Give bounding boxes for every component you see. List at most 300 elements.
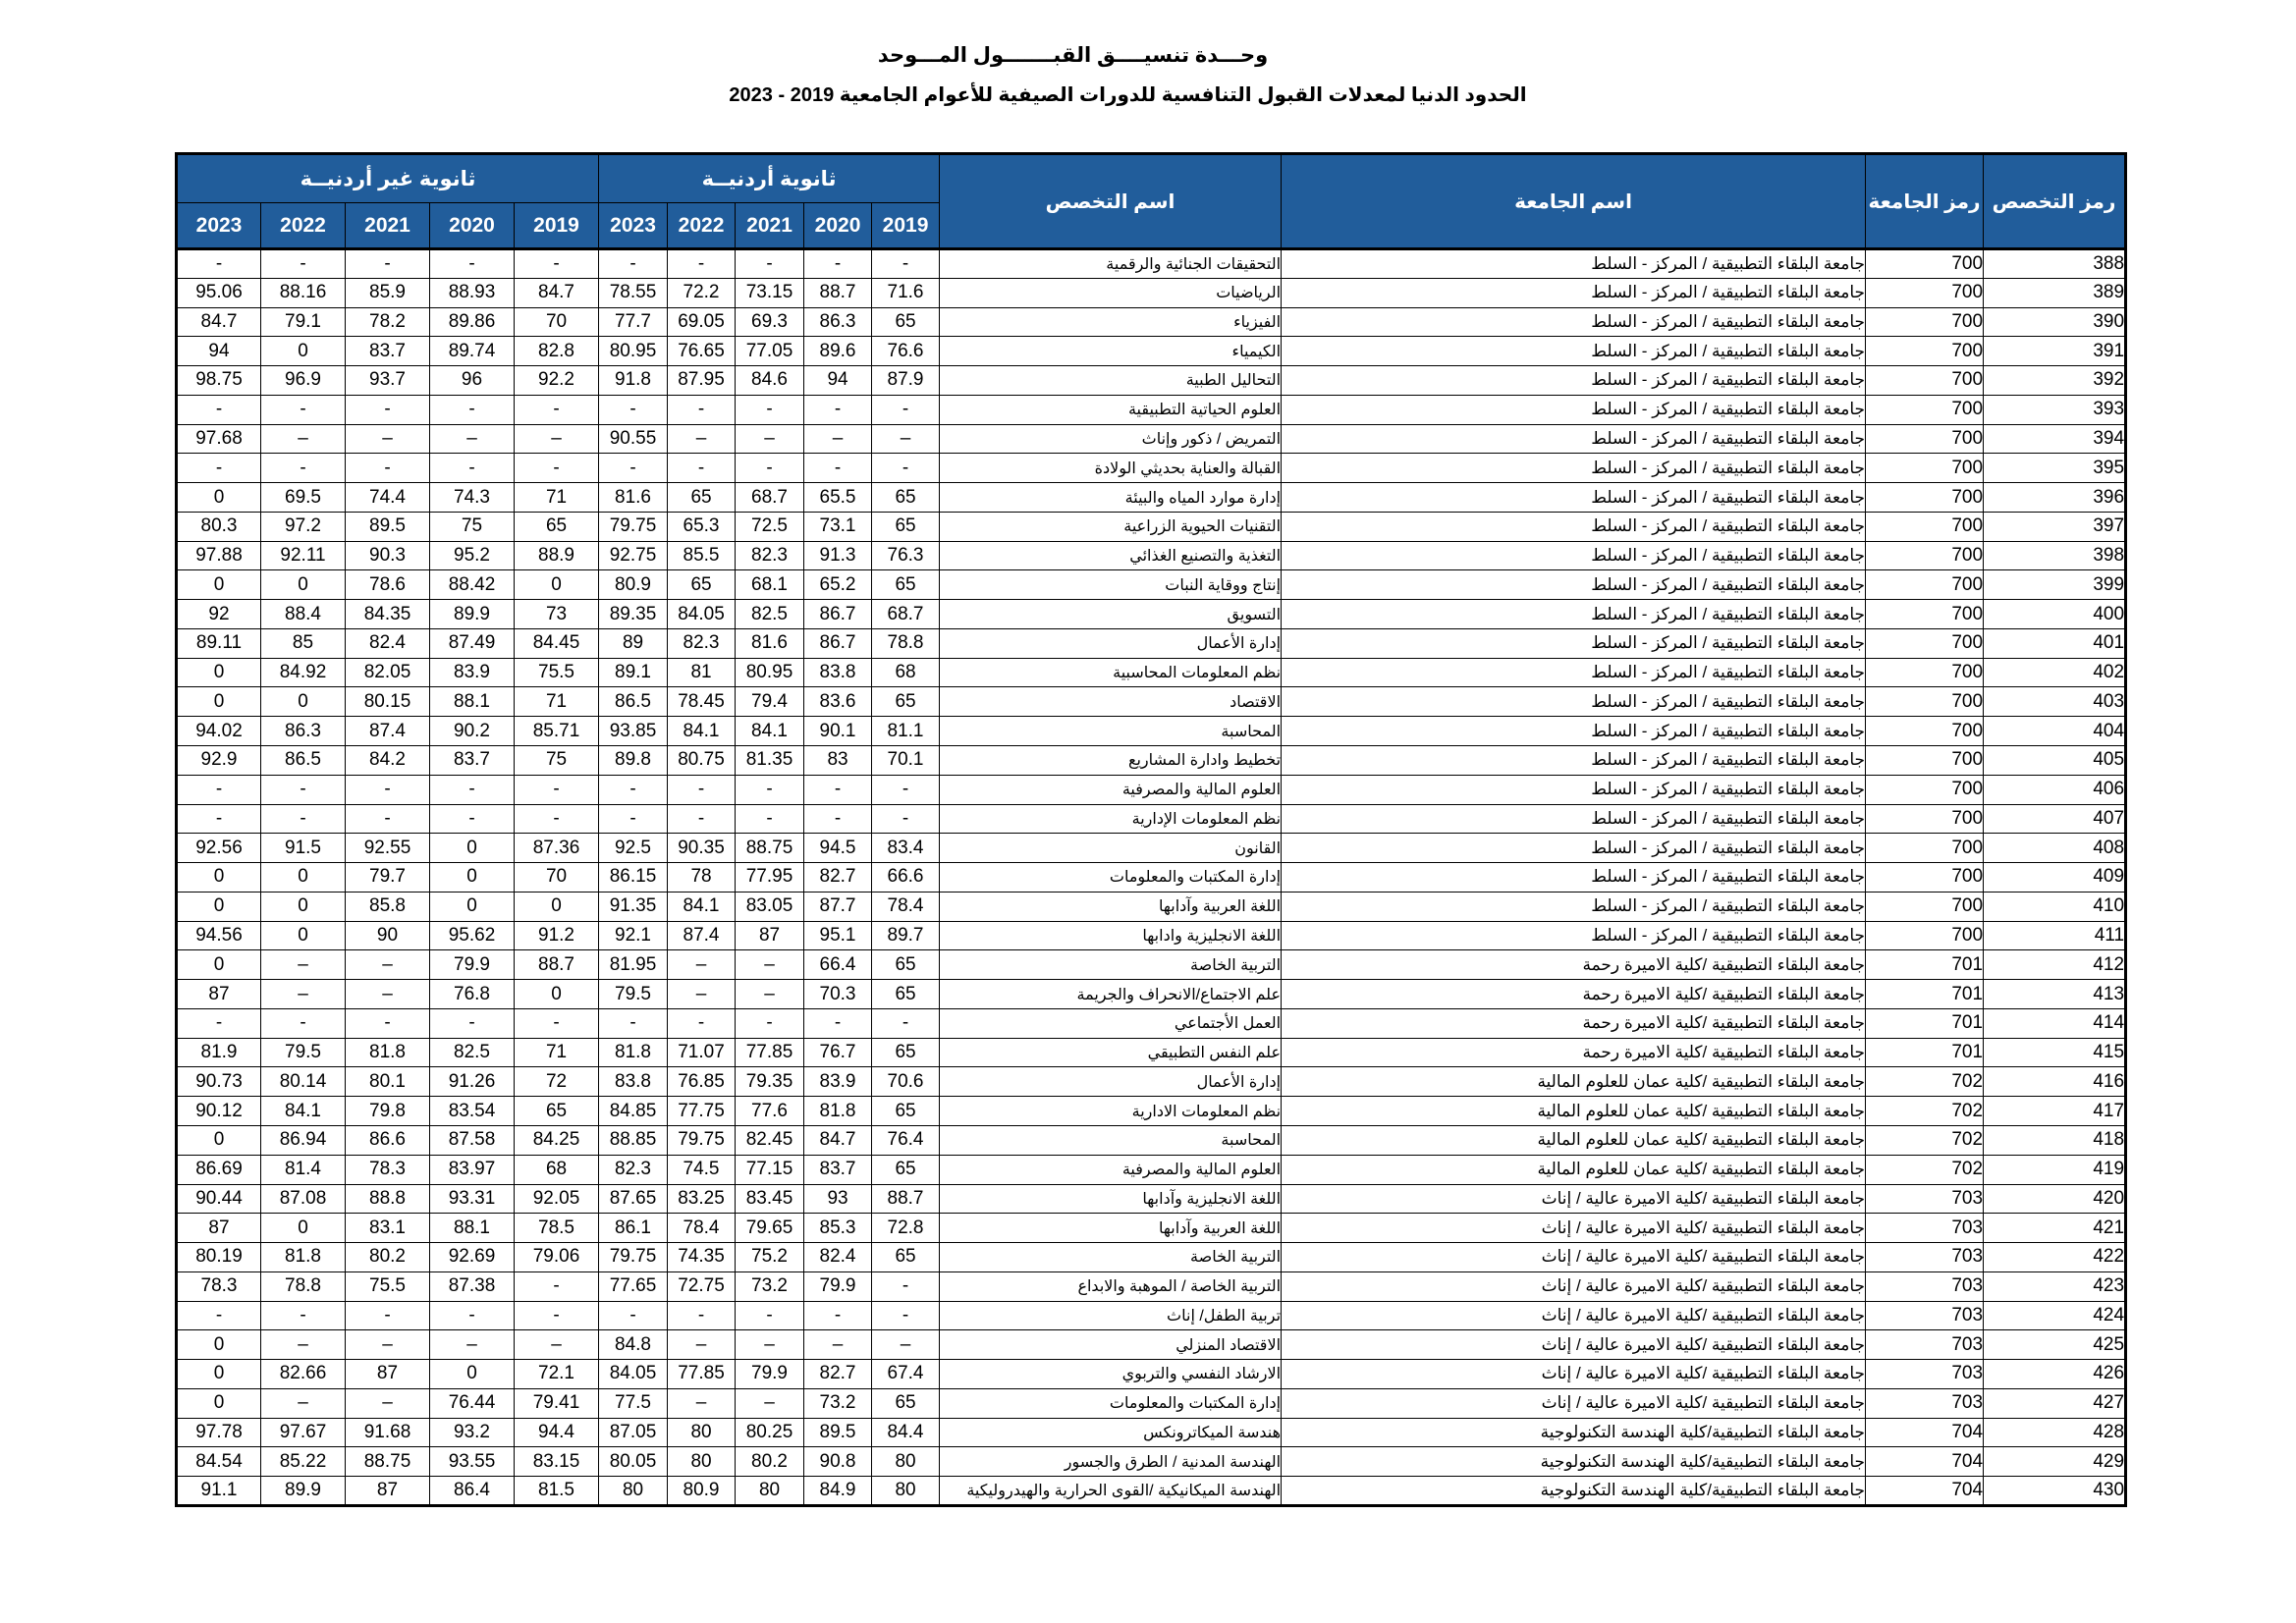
grade-cell-non-jordanian-2019: - <box>515 775 599 804</box>
grade-cell-jordanian-2019: 65 <box>872 1038 940 1067</box>
grade-cell-non-jordanian-2020: 82.5 <box>430 1038 515 1067</box>
grade-cell-non-jordanian-2019: 65 <box>515 512 599 541</box>
grade-cell-jordanian-2023: 91.35 <box>599 892 668 921</box>
grade-cell-jordanian-2021: 80.95 <box>736 658 804 687</box>
grade-cell-jordanian-2023: 92.5 <box>599 834 668 863</box>
grade-cell-non-jordanian-2019: 71 <box>515 1038 599 1067</box>
grade-cell-jordanian-2022: 72.2 <box>668 278 736 307</box>
grade-cell-non-jordanian-2021: 78.6 <box>346 570 430 600</box>
grade-cell-jordanian-2021: 81.6 <box>736 628 804 658</box>
specialization-name-cell: نظم المعلومات المحاسبية <box>940 658 1282 687</box>
grade-cell-non-jordanian-2023: 94 <box>177 337 261 366</box>
grade-cell-non-jordanian-2019: - <box>515 454 599 483</box>
university-name-cell: جامعة البلقاء التطبيقية / المركز - السلط <box>1282 483 1866 513</box>
university-code-cell: 700 <box>1866 395 1984 424</box>
grade-cell-non-jordanian-2020: 88.1 <box>430 687 515 717</box>
grade-cell-jordanian-2023: 79.5 <box>599 980 668 1009</box>
grade-cell-jordanian-2022: 85.5 <box>668 541 736 570</box>
table-row <box>177 1214 2126 1243</box>
grade-cell-jordanian-2021: 84.6 <box>736 366 804 396</box>
grade-cell-non-jordanian-2020: 96 <box>430 366 515 396</box>
specialization-code-cell: 402 <box>1984 658 2126 687</box>
grade-cell-jordanian-2019: 65 <box>872 1243 940 1272</box>
grade-cell-non-jordanian-2023: 0 <box>177 570 261 600</box>
grade-cell-non-jordanian-2020: – <box>430 1330 515 1360</box>
specialization-code-cell: 401 <box>1984 628 2126 658</box>
grade-cell-jordanian-2021: – <box>736 950 804 980</box>
university-code-cell: 700 <box>1866 863 1984 893</box>
grade-cell-non-jordanian-2023: 0 <box>177 1330 261 1360</box>
grade-cell-jordanian-2023: - <box>599 804 668 834</box>
grade-cell-non-jordanian-2020: 0 <box>430 892 515 921</box>
grade-cell-non-jordanian-2019: - <box>515 1301 599 1330</box>
grade-cell-non-jordanian-2022: 0 <box>261 1214 346 1243</box>
grade-cell-jordanian-2023: - <box>599 1008 668 1038</box>
specialization-code-cell: 393 <box>1984 395 2126 424</box>
grade-cell-non-jordanian-2022: 97.2 <box>261 512 346 541</box>
grade-cell-non-jordanian-2021: 83.1 <box>346 1214 430 1243</box>
grade-cell-non-jordanian-2022: – <box>261 424 346 454</box>
specialization-name-cell: نظم المعلومات الإدارية <box>940 804 1282 834</box>
grade-cell-jordanian-2023: 90.55 <box>599 424 668 454</box>
university-name-cell: جامعة البلقاء التطبيقية /كلية الاميرة رحمة <box>1282 1008 1866 1038</box>
specialization-code-cell: 417 <box>1984 1097 2126 1126</box>
grade-cell-non-jordanian-2020: 89.9 <box>430 600 515 629</box>
grade-cell-non-jordanian-2022: 0 <box>261 337 346 366</box>
university-code-cell: 704 <box>1866 1477 1984 1506</box>
grade-cell-non-jordanian-2019: 0 <box>515 892 599 921</box>
specialization-code-cell: 407 <box>1984 804 2126 834</box>
grade-cell-jordanian-2021: 82.45 <box>736 1125 804 1155</box>
specialization-code-cell: 399 <box>1984 570 2126 600</box>
jordanian-group-header: ثانوية أردنيــة <box>599 154 940 203</box>
grade-cell-jordanian-2020: 85.3 <box>804 1214 872 1243</box>
grade-cell-jordanian-2023: 79.75 <box>599 512 668 541</box>
specialization-code-cell: 428 <box>1984 1418 2126 1447</box>
grade-cell-non-jordanian-2019: - <box>515 249 599 279</box>
year-header-jordanian-2023: 2023 <box>599 203 668 249</box>
specialization-name-cell: إدارة الأعمال <box>940 1067 1282 1097</box>
specialization-name-cell: تربية الطفل/ إناث <box>940 1301 1282 1330</box>
grade-cell-jordanian-2023: 77.7 <box>599 307 668 337</box>
university-name-cell: جامعة البلقاء التطبيقية /كلية الاميرة عالية / إناث <box>1282 1301 1866 1330</box>
column-header-specialization-name: اسم التخصص <box>940 154 1282 249</box>
grade-cell-jordanian-2019: 87.9 <box>872 366 940 396</box>
grade-cell-jordanian-2019: 65 <box>872 512 940 541</box>
grade-cell-non-jordanian-2022: 0 <box>261 921 346 950</box>
specialization-name-cell: الرياضيات <box>940 278 1282 307</box>
grade-cell-jordanian-2022: 78 <box>668 863 736 893</box>
grade-cell-non-jordanian-2019: 88.7 <box>515 950 599 980</box>
grade-cell-jordanian-2019: 80 <box>872 1477 940 1506</box>
grade-cell-jordanian-2022: 78.4 <box>668 1214 736 1243</box>
grade-cell-non-jordanian-2022: 0 <box>261 570 346 600</box>
grade-cell-non-jordanian-2023: 87 <box>177 1214 261 1243</box>
grade-cell-non-jordanian-2019: 0 <box>515 980 599 1009</box>
specialization-code-cell: 419 <box>1984 1155 2126 1184</box>
specialization-name-cell: تخطيط وادارة المشاريع <box>940 746 1282 776</box>
grade-cell-jordanian-2022: 65 <box>668 570 736 600</box>
table-row <box>177 863 2126 893</box>
grade-cell-non-jordanian-2019: 79.06 <box>515 1243 599 1272</box>
university-name-cell: جامعة البلقاء التطبيقية / المركز - السلط <box>1282 307 1866 337</box>
university-code-cell: 700 <box>1866 424 1984 454</box>
grade-cell-non-jordanian-2019: 75.5 <box>515 658 599 687</box>
specialization-name-cell: الاقتصاد المنزلي <box>940 1330 1282 1360</box>
grade-cell-non-jordanian-2019: 91.2 <box>515 921 599 950</box>
table-row <box>177 337 2126 366</box>
grade-cell-jordanian-2020: – <box>804 1330 872 1360</box>
grade-cell-jordanian-2019: 66.6 <box>872 863 940 893</box>
year-header-non-jordanian-2023: 2023 <box>177 203 261 249</box>
grade-cell-jordanian-2020: 93 <box>804 1184 872 1214</box>
table-row <box>177 687 2126 717</box>
grade-cell-non-jordanian-2020: 0 <box>430 1360 515 1389</box>
grade-cell-jordanian-2023: 84.8 <box>599 1330 668 1360</box>
university-code-cell: 700 <box>1866 337 1984 366</box>
grade-cell-jordanian-2020: 65.2 <box>804 570 872 600</box>
grade-cell-jordanian-2021: 82.5 <box>736 600 804 629</box>
table-row <box>177 454 2126 483</box>
university-name-cell: جامعة البلقاء التطبيقية/كلية الهندسة التكنولوجية <box>1282 1477 1866 1506</box>
university-name-cell: جامعة البلقاء التطبيقية / المركز - السلط <box>1282 746 1866 776</box>
grade-cell-jordanian-2020: 79.9 <box>804 1271 872 1301</box>
grade-cell-non-jordanian-2023: - <box>177 395 261 424</box>
table-row <box>177 1418 2126 1447</box>
grade-cell-non-jordanian-2019: 72.1 <box>515 1360 599 1389</box>
grade-cell-jordanian-2019: 67.4 <box>872 1360 940 1389</box>
grade-cell-jordanian-2023: 81.8 <box>599 1038 668 1067</box>
university-name-cell: جامعة البلقاء التطبيقية / المركز - السلط <box>1282 687 1866 717</box>
grade-cell-jordanian-2019: 65 <box>872 307 940 337</box>
specialization-name-cell: القبالة والعناية بحديثي الولادة <box>940 454 1282 483</box>
grade-cell-jordanian-2019: 70.6 <box>872 1067 940 1097</box>
grade-cell-jordanian-2023: 83.8 <box>599 1067 668 1097</box>
grade-cell-jordanian-2023: 80.05 <box>599 1447 668 1477</box>
grade-cell-jordanian-2019: 65 <box>872 687 940 717</box>
grade-cell-jordanian-2020: - <box>804 1008 872 1038</box>
table-row <box>177 1243 2126 1272</box>
grade-cell-non-jordanian-2023: 84.7 <box>177 307 261 337</box>
university-name-cell: جامعة البلقاء التطبيقية / المركز - السلط <box>1282 804 1866 834</box>
grade-cell-jordanian-2023: - <box>599 395 668 424</box>
grade-cell-jordanian-2021: 79.65 <box>736 1214 804 1243</box>
grade-cell-non-jordanian-2021: 80.2 <box>346 1243 430 1272</box>
grade-cell-non-jordanian-2019: - <box>515 804 599 834</box>
grade-cell-jordanian-2020: 83.9 <box>804 1067 872 1097</box>
university-name-cell: جامعة البلقاء التطبيقية /كلية عمان للعلوم المالية <box>1282 1067 1866 1097</box>
grade-cell-non-jordanian-2019: 84.7 <box>515 278 599 307</box>
grade-cell-non-jordanian-2022: – <box>261 1388 346 1418</box>
grade-cell-non-jordanian-2022: 86.3 <box>261 717 346 746</box>
grade-cell-non-jordanian-2022: 87.08 <box>261 1184 346 1214</box>
grade-cell-jordanian-2021: 87 <box>736 921 804 950</box>
year-header-non-jordanian-2020: 2020 <box>430 203 515 249</box>
grade-cell-non-jordanian-2022: 96.9 <box>261 366 346 396</box>
specialization-name-cell: التمريض / ذكور وإناث <box>940 424 1282 454</box>
grade-cell-non-jordanian-2023: 84.54 <box>177 1447 261 1477</box>
specialization-name-cell: العلوم المالية والمصرفية <box>940 775 1282 804</box>
grade-cell-non-jordanian-2021: 83.7 <box>346 337 430 366</box>
university-name-cell: جامعة البلقاء التطبيقية /كلية عمان للعلوم المالية <box>1282 1155 1866 1184</box>
specialization-code-cell: 397 <box>1984 512 2126 541</box>
grade-cell-jordanian-2019: 84.4 <box>872 1418 940 1447</box>
grade-cell-jordanian-2020: 91.3 <box>804 541 872 570</box>
grade-cell-jordanian-2023: 92.75 <box>599 541 668 570</box>
grade-cell-jordanian-2022: 80 <box>668 1418 736 1447</box>
grade-cell-jordanian-2022: – <box>668 950 736 980</box>
grade-cell-jordanian-2023: 84.85 <box>599 1097 668 1126</box>
specialization-code-cell: 391 <box>1984 337 2126 366</box>
specialization-code-cell: 416 <box>1984 1067 2126 1097</box>
specialization-name-cell: إدارة المكتبات والمعلومات <box>940 1388 1282 1418</box>
grade-cell-non-jordanian-2023: 80.19 <box>177 1243 261 1272</box>
grade-cell-non-jordanian-2022: 0 <box>261 863 346 893</box>
grade-cell-non-jordanian-2022: 0 <box>261 892 346 921</box>
specialization-code-cell: 414 <box>1984 1008 2126 1038</box>
grade-cell-jordanian-2022: 84.1 <box>668 717 736 746</box>
grade-cell-jordanian-2021: - <box>736 1008 804 1038</box>
grade-cell-jordanian-2019: – <box>872 1330 940 1360</box>
grade-cell-non-jordanian-2020: 91.26 <box>430 1067 515 1097</box>
grade-cell-jordanian-2021: 80.25 <box>736 1418 804 1447</box>
grade-cell-jordanian-2020: 94.5 <box>804 834 872 863</box>
grade-cell-jordanian-2019: - <box>872 804 940 834</box>
grade-cell-jordanian-2020: 83 <box>804 746 872 776</box>
grade-cell-jordanian-2020: 88.7 <box>804 278 872 307</box>
grade-cell-jordanian-2021: - <box>736 1301 804 1330</box>
grade-cell-jordanian-2019: – <box>872 424 940 454</box>
university-code-cell: 702 <box>1866 1067 1984 1097</box>
grade-cell-non-jordanian-2020: 89.86 <box>430 307 515 337</box>
grade-cell-jordanian-2020: 76.7 <box>804 1038 872 1067</box>
grade-cell-non-jordanian-2019: 88.9 <box>515 541 599 570</box>
grade-cell-jordanian-2023: 89.1 <box>599 658 668 687</box>
grade-cell-non-jordanian-2019: 83.15 <box>515 1447 599 1477</box>
grade-cell-non-jordanian-2021: 88.8 <box>346 1184 430 1214</box>
specialization-code-cell: 413 <box>1984 980 2126 1009</box>
specialization-code-cell: 400 <box>1984 600 2126 629</box>
grade-cell-non-jordanian-2020: 75 <box>430 512 515 541</box>
grade-cell-jordanian-2020: 82.7 <box>804 863 872 893</box>
specialization-code-cell: 411 <box>1984 921 2126 950</box>
grade-cell-non-jordanian-2020: 83.97 <box>430 1155 515 1184</box>
grade-cell-non-jordanian-2021: 80.1 <box>346 1067 430 1097</box>
group-header-row <box>177 154 2126 203</box>
grade-cell-jordanian-2019: 76.3 <box>872 541 940 570</box>
table-row <box>177 600 2126 629</box>
grade-cell-jordanian-2021: - <box>736 775 804 804</box>
table-row <box>177 424 2126 454</box>
grade-cell-non-jordanian-2019: – <box>515 424 599 454</box>
grade-cell-jordanian-2023: 80.95 <box>599 337 668 366</box>
grade-cell-non-jordanian-2019: - <box>515 1271 599 1301</box>
specialization-name-cell: الهندسة الميكانيكية /القوى الحرارية والهيدروليكية <box>940 1477 1282 1506</box>
grade-cell-non-jordanian-2022: 97.67 <box>261 1418 346 1447</box>
grade-cell-non-jordanian-2019: 92.2 <box>515 366 599 396</box>
grade-cell-non-jordanian-2023: 0 <box>177 1360 261 1389</box>
grade-cell-non-jordanian-2020: 86.4 <box>430 1477 515 1506</box>
grade-cell-non-jordanian-2020: - <box>430 454 515 483</box>
grade-cell-non-jordanian-2022: – <box>261 1330 346 1360</box>
non-jordanian-group-header: ثانوية غير أردنيــة <box>177 154 599 203</box>
grade-cell-non-jordanian-2020: 87.58 <box>430 1125 515 1155</box>
grade-cell-jordanian-2022: - <box>668 395 736 424</box>
university-code-cell: 700 <box>1866 249 1984 279</box>
table-row <box>177 1271 2126 1301</box>
grade-cell-jordanian-2021: – <box>736 424 804 454</box>
grade-cell-jordanian-2023: - <box>599 454 668 483</box>
grade-cell-non-jordanian-2021: 85.8 <box>346 892 430 921</box>
university-code-cell: 700 <box>1866 921 1984 950</box>
grade-cell-jordanian-2022: 80.75 <box>668 746 736 776</box>
grade-cell-non-jordanian-2019: 73 <box>515 600 599 629</box>
grade-cell-non-jordanian-2023: 94.02 <box>177 717 261 746</box>
grade-cell-jordanian-2023: 82.3 <box>599 1155 668 1184</box>
grade-cell-non-jordanian-2022: - <box>261 395 346 424</box>
specialization-code-cell: 415 <box>1984 1038 2126 1067</box>
grade-cell-jordanian-2019: 83.4 <box>872 834 940 863</box>
university-name-cell: جامعة البلقاء التطبيقية /كلية الاميرة رحمة <box>1282 950 1866 980</box>
grade-cell-non-jordanian-2022: – <box>261 980 346 1009</box>
university-name-cell: جامعة البلقاء التطبيقية /كلية عمان للعلوم المالية <box>1282 1097 1866 1126</box>
grade-cell-non-jordanian-2019: 65 <box>515 1097 599 1126</box>
university-code-cell: 700 <box>1866 541 1984 570</box>
grade-cell-jordanian-2023: 79.75 <box>599 1243 668 1272</box>
university-name-cell: جامعة البلقاء التطبيقية / المركز - السلط <box>1282 541 1866 570</box>
grade-cell-jordanian-2022: 69.05 <box>668 307 736 337</box>
table-row <box>177 658 2126 687</box>
grade-cell-jordanian-2021: 79.4 <box>736 687 804 717</box>
university-name-cell: جامعة البلقاء التطبيقية / المركز - السلط <box>1282 863 1866 893</box>
grade-cell-non-jordanian-2020: 76.8 <box>430 980 515 1009</box>
university-name-cell: جامعة البلقاء التطبيقية / المركز - السلط <box>1282 366 1866 396</box>
university-code-cell: 701 <box>1866 950 1984 980</box>
grade-cell-jordanian-2022: 84.1 <box>668 892 736 921</box>
university-name-cell: جامعة البلقاء التطبيقية / المركز - السلط <box>1282 892 1866 921</box>
table-row <box>177 1301 2126 1330</box>
grade-cell-jordanian-2020: - <box>804 395 872 424</box>
university-code-cell: 703 <box>1866 1360 1984 1389</box>
page-subtitle: الحدود الدنيا لمعدلات القبول التنافسية للدورات الصيفية للأعوام الجامعية 2019 - 2023 <box>729 84 1527 106</box>
specialization-code-cell: 398 <box>1984 541 2126 570</box>
grade-cell-non-jordanian-2023: 0 <box>177 863 261 893</box>
university-name-cell: جامعة البلقاء التطبيقية /كلية الاميرة عالية / إناث <box>1282 1388 1866 1418</box>
table-row <box>177 1008 2126 1038</box>
grade-cell-jordanian-2023: 86.5 <box>599 687 668 717</box>
university-name-cell: جامعة البلقاء التطبيقية / المركز - السلط <box>1282 717 1866 746</box>
university-name-cell: جامعة البلقاء التطبيقية /كلية الاميرة عالية / إناث <box>1282 1214 1866 1243</box>
grade-cell-non-jordanian-2020: 92.69 <box>430 1243 515 1272</box>
specialization-name-cell: التسويق <box>940 600 1282 629</box>
university-code-cell: 703 <box>1866 1388 1984 1418</box>
specialization-code-cell: 421 <box>1984 1214 2126 1243</box>
grade-cell-jordanian-2021: 84.1 <box>736 717 804 746</box>
grade-cell-jordanian-2021: 69.3 <box>736 307 804 337</box>
grade-cell-jordanian-2022: - <box>668 249 736 279</box>
grade-cell-jordanian-2023: 80.9 <box>599 570 668 600</box>
grade-cell-jordanian-2021: 77.05 <box>736 337 804 366</box>
specialization-code-cell: 396 <box>1984 483 2126 513</box>
grade-cell-non-jordanian-2022: 80.14 <box>261 1067 346 1097</box>
grade-cell-non-jordanian-2021: - <box>346 249 430 279</box>
grade-cell-non-jordanian-2023: 89.11 <box>177 628 261 658</box>
table-row <box>177 1360 2126 1389</box>
grade-cell-non-jordanian-2022: - <box>261 454 346 483</box>
grade-cell-non-jordanian-2019: 94.4 <box>515 1418 599 1447</box>
grade-cell-non-jordanian-2019: 71 <box>515 687 599 717</box>
specialization-code-cell: 410 <box>1984 892 2126 921</box>
university-code-cell: 703 <box>1866 1184 1984 1214</box>
university-name-cell: جامعة البلقاء التطبيقية /كلية الاميرة عالية / إناث <box>1282 1360 1866 1389</box>
grade-cell-non-jordanian-2019: 70 <box>515 307 599 337</box>
university-name-cell: جامعة البلقاء التطبيقية / المركز - السلط <box>1282 600 1866 629</box>
university-name-cell: جامعة البلقاء التطبيقية / المركز - السلط <box>1282 424 1866 454</box>
university-name-cell: جامعة البلقاء التطبيقية / المركز - السلط <box>1282 834 1866 863</box>
grade-cell-non-jordanian-2021: - <box>346 804 430 834</box>
grade-cell-jordanian-2020: 90.1 <box>804 717 872 746</box>
grade-cell-non-jordanian-2020: 95.2 <box>430 541 515 570</box>
grade-cell-non-jordanian-2023: 0 <box>177 658 261 687</box>
table-row <box>177 834 2126 863</box>
table-row <box>177 1330 2126 1360</box>
grade-cell-non-jordanian-2022: 84.1 <box>261 1097 346 1126</box>
grade-cell-non-jordanian-2022: 0 <box>261 687 346 717</box>
grade-cell-jordanian-2020: 82.7 <box>804 1360 872 1389</box>
grade-cell-jordanian-2022: – <box>668 980 736 1009</box>
grade-cell-jordanian-2021: 88.75 <box>736 834 804 863</box>
page-title: وحـــدة تنسيــــق القبـــــــول المـــوحد <box>877 44 1269 67</box>
grade-cell-jordanian-2022: 77.75 <box>668 1097 736 1126</box>
university-name-cell: جامعة البلقاء التطبيقية / المركز - السلط <box>1282 775 1866 804</box>
table-body <box>177 249 2126 1506</box>
grade-cell-non-jordanian-2019: 82.8 <box>515 337 599 366</box>
grade-cell-jordanian-2023: 80 <box>599 1477 668 1506</box>
grade-cell-non-jordanian-2022: 69.5 <box>261 483 346 513</box>
grade-cell-non-jordanian-2020: 89.74 <box>430 337 515 366</box>
university-code-cell: 700 <box>1866 307 1984 337</box>
grade-cell-non-jordanian-2023: 86.69 <box>177 1155 261 1184</box>
grade-cell-jordanian-2020: 84.7 <box>804 1125 872 1155</box>
grade-cell-non-jordanian-2019: 68 <box>515 1155 599 1184</box>
grade-cell-jordanian-2020: 73.1 <box>804 512 872 541</box>
grade-cell-jordanian-2019: - <box>872 249 940 279</box>
specialization-code-cell: 392 <box>1984 366 2126 396</box>
university-code-cell: 700 <box>1866 628 1984 658</box>
column-header-university-name: اسم الجامعة <box>1282 154 1866 249</box>
year-header-non-jordanian-2021: 2021 <box>346 203 430 249</box>
university-code-cell: 702 <box>1866 1155 1984 1184</box>
grade-cell-non-jordanian-2022: - <box>261 804 346 834</box>
specialization-code-cell: 409 <box>1984 863 2126 893</box>
grade-cell-jordanian-2021: 83.45 <box>736 1184 804 1214</box>
specialization-code-cell: 424 <box>1984 1301 2126 1330</box>
grade-cell-jordanian-2022: 74.35 <box>668 1243 736 1272</box>
grade-cell-jordanian-2022: 90.35 <box>668 834 736 863</box>
specialization-code-cell: 394 <box>1984 424 2126 454</box>
table-row <box>177 366 2126 396</box>
table-row <box>177 892 2126 921</box>
grade-cell-non-jordanian-2022: 88.4 <box>261 600 346 629</box>
grade-cell-jordanian-2022: 74.5 <box>668 1155 736 1184</box>
grade-cell-jordanian-2020: 86.7 <box>804 600 872 629</box>
grade-cell-jordanian-2022: 87.95 <box>668 366 736 396</box>
grade-cell-non-jordanian-2020: 76.44 <box>430 1388 515 1418</box>
specialization-code-cell: 408 <box>1984 834 2126 863</box>
specialization-name-cell: التغذية والتصنيع الغذائي <box>940 541 1282 570</box>
table-row <box>177 980 2126 1009</box>
grade-cell-jordanian-2022: 80 <box>668 1447 736 1477</box>
